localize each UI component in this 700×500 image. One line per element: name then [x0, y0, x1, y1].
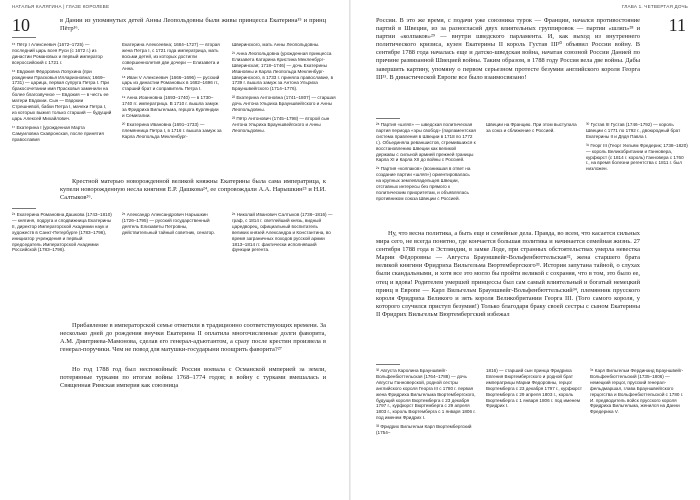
right-paragraph-2 [376, 230, 640, 319]
footnote: Екатерина Алексеевна; 1684–1727) — вторая жена Петра I, с 1721 года императрица, мать восьми детей, из которых достигли совершеннолетия две дочери — Елизавета и Анна. [122, 42, 220, 71]
footnote-column [122, 42, 222, 143]
footnote: ¹⁶ Евдокия Фёдоровна Лопухина (при рождении Прасковья Илларионовна; 1669–1731) — царица, первая супруга Петра I. При бракосочетании имя Прасковья заменили на более благозвучное — Евдокия — в честь ее матери Евдокии. Сын — Евдокии Стрешневой, бабки Петра I, мачехи Петра I, из которых выжил только старший — будущий царь Алексей Михайлович. [12, 68, 112, 121]
footnote: Шверинского, мать Анны Леопольдовны. [232, 42, 320, 47]
footnote: ³¹ Георг III (Георг Уильям Фредерик; 1738–1820) — король Великобритании и Ганновера, курфюрст (с 1814 г. король) Ганновера с 1760 г., на время болезни регентства с 1811 г. был низложен. [586, 142, 688, 172]
footnote-column [486, 122, 688, 172]
body-paragraph: России. В это же время, с подачи уже союзника турок — Франции, начался противостояние партий в Швеции, из за разногласий двух влиятельных группировок — партии «шляп»²⁸ и партии «колпаков»²⁹ — внутри шведского парламента. И, как выход из внутреннего политического кризиса, кузен Екатерины II король Густав III³⁰ объявил России войну. В сентябре 1788 года началась еще и датско-шведская война, начатая союзной России Данией по причине развязанной Швецией войны. Таким образом, в 1788 году Россия вела две войны. Дабы завершить картину, упомяну о первом серьезном протесте безумии английского короля Георга III³¹. В династической Европе все было взаимосвязано! [376, 17, 640, 81]
body-paragraph: Крестной матерью новорожденной великой княжны Екатерины была сама императрица, к купели новорожденную несла княгиня Е.Р. Дашкова²⁴, ее сопровождали А.А. Нарышкин²⁵ и Н.И. Салтыков²⁶. [60, 178, 326, 202]
footnote: ¹⁹ Анна Иоанновна (1693–1740) — в 1730–1740 гг. императрица. В 1710 г. вышла замуж за Фридриха Вильгельма, герцога Курляндии и Семигалии. [122, 95, 219, 118]
left-paragraph-1 [60, 178, 326, 202]
footnote: ²⁹ Партия «колпаков» (возникшая в ответ на создание партии «шляп») ориентировалась на крупных землевладельцев Швеции, отставных интересы без прямого к политическим приоритетам, и объявлялась противником союза Швеции с Россией. [376, 166, 471, 201]
right-footnotes-bottom [376, 368, 688, 496]
left-running-head: НАТАЛЬЯ КАЛЯГИНА | ГЛАЗЕ КОРОЛЕВЕ [12, 4, 110, 9]
footnote: ²⁰ Екатерина Ивановна (1691–1733) — племянница Петра I, в 1716 г. вышла замуж за Карла Леопольда Мекленбург- [122, 121, 222, 139]
footnote-column [122, 212, 222, 239]
footnote: ²⁴ Екатерина Романовна Дашкова (1743–1810) — княгиня, подруга и сподвижница Екатерины II, директор Императорской Академии наук и художеств в Санкт-Петербурге (1783–1796), инициатор учреждения и первый председатель Императорской Академии Российской (1783–1796). [12, 212, 112, 253]
left-footnotes-mid [12, 212, 336, 298]
footnote: ²⁶ Николай Иванович Салтыков (1736–1816) — граф, с 1814 г. светлейший князь, видный царедворец, официальный воспитатель великих князей Александра и Константина, во время заграничных походов русской армии 1813–1814 гг. фактически исполнявший функции регента. [232, 212, 333, 253]
footnote-column [376, 122, 476, 205]
footnote-subcolumn [586, 122, 688, 175]
footnote: 1816) — старший сын принца Фридриха Евгения Вюртембергского и родной брат императрицы Марии Федоровны, герцог Вюртемберга с 23 декабря 1797 г., курфюрст Вюртемберга с 29 апреля 1803 г., король Вюртемберга с 1 января 1806 г. под именем Фридрих I. [486, 368, 583, 409]
left-page [0, 0, 348, 500]
footnote: ³² Августа Каролина Брауншвейг-Вольфенбюттельская (1764–1788) — дочь Августы Ганноверской, родной сестры английского короля Георга III с 1780 г. первая жена Фридриха Вильгельма Вюртембергского, будущий короля Вюртемберга с 23 декабря 1797 г., курфюрст Вюртемберга с 29 апреля 1803 г., король Вюртемберга с 1 января 1806 г. под именем Фридрих I. [376, 368, 476, 421]
left-paragraph-3 [60, 366, 326, 390]
footnote-rule [12, 37, 36, 38]
right-paragraph-1 [376, 17, 640, 82]
footnote-column [376, 368, 476, 439]
left-page-number: 10 [12, 15, 30, 35]
right-page [352, 0, 700, 500]
footnote: ²² Екатерина Антоновна (1741–1807) — старшая дочь Антона Ульриха Брауншвейгского и Анны Леопольдовны. [232, 95, 336, 113]
footnote-column [232, 42, 336, 137]
footnote: ¹⁵ Пётр I Алексеевич (1672–1725) — последний царь всея Руси (с 1672 г.) из династии Романовых и первый император всероссийский с 1721 г. [12, 42, 103, 65]
left-paragraph-2 [60, 322, 326, 354]
footnote: ²¹ Анна Леопольдовна (урожденная принцесса Елизавета Катарина Кристина Мекленбург-Шверинская; 1718–1746) — дочь Екатерины Ивановны и Карла Леопольда Мекленбург-Шверинского, в 1733 г. приняла православие, в 1739 г. вышла замуж за Антона Ульриха Брауншвейгского (1714–1776). [232, 50, 334, 92]
right-footnotes-top [376, 122, 688, 226]
footnote-rule [12, 208, 36, 209]
left-footnotes-top [12, 42, 336, 166]
left-intro-text [60, 17, 326, 33]
footnote: ²⁸ Партия «шляп» — шведская политическая партия периода «эры свобод» (парламентская система правления в Швеции в 1718 по 1772 г.). Объединяла реваншистов, стремившихся к восстановлению Швеции как великой державы с сильной армией прежней границы Карла XI и Карла XII до войны с Россией. [376, 122, 476, 163]
footnote: ³⁰ Густав III Густав (1746–1792) — король Швеции с 1771 по 1792 г., двоюродный брат Екатерины II и Дядя Павла I. [586, 122, 681, 139]
footnote: ¹⁸ Иван V Алексеевич (1666–1696) — русский царь из династии Романовых в 1682–1696 гг., старший брат и соправитель Петра I. [122, 74, 220, 92]
footnote: ²³ Пётр Антонович (1745–1798) — второй сын Антона Ульриха Брауншвейгского и Анны Леопольдовны. [232, 115, 330, 133]
right-running-head: ГЛАВА 1. ЧЕТВЕРТАЯ ДОЧЬ [621, 4, 688, 9]
left-intro-paragraph: в Дании из упомянутых детей Анны Леопольдовны были живы принцесса Екатерина¹⁵ и принц Пётр¹⁶. [60, 17, 326, 33]
footnote-rule [376, 364, 400, 365]
footnote: Швеции на Францию. При этом выступала за союз и сближение с Россией. [486, 122, 577, 133]
footnote-column [12, 42, 112, 146]
footnote: ²⁵ Александр Александрович Нарышкин (1726–1795) — русский государственный деятель Елизаветы Петровны, действительный тайный советник, сенатор. [122, 212, 216, 235]
right-page-number: 11 [668, 15, 686, 35]
footnote-rule [376, 118, 400, 119]
footnote-column [232, 212, 336, 256]
footnote-column [12, 212, 112, 256]
footnote-column [486, 368, 582, 412]
footnote: ³⁴ Карл Вильгельм Фердинанд Брауншвейг-Вольфенбюттельский (1735–1806) — немецкий герцог, прусский генерал-фельдмаршал, глава Брауншвейгского герцогства и Вольфенбюттельской с 1780 г. И. предводитель войск прусского короля Фридриха Вильгельма, женился на Данни Фредерика V. [590, 368, 684, 415]
book-gutter [349, 0, 351, 500]
body-paragraph: Ну, что весна политика, а быть еще и семейные дела. Правда, во всем, что касается сильных мира сего, не всегда понятно, где кончается большая политика и начинается семейная жизнь. 27 сентября 1788 года в Эстляндии, в замке Лоде, при странных обстоятельствах умерла невестка Марии Фёдоровны — Августа Брауншвейг-Вольфенбюттельская³², жена старшего брата великой княгини Фридриха Вильгельма Вюртембергского³³. История запутана тайной, о слухах были скандальными, и хотя все это могло бы пройти великой с сохраняя, что в том, это было ее, отец и вдова! Родителем умершей принцессы был сам самый влиятельный и богатый немецкий принц в Европе — Карл Вильгельм Брауншвейг-Вольфенбюттельский³⁴, племянник прусского короля Фридриха Великого и зять короля Великобритании Георга III. (Того самого короля, у которого случился приступ безумия!) Только благодаря браку своей сестры с сыном Екатерины II Фридрих Вильгельм Вюртембергский избежал [376, 230, 640, 318]
body-paragraph: Прибавление в императорской семье отметили в традиционно соответствующих времени. За несколько дней до рождения внучки Екатерина II оплатила многочисленные долги фаворита, А.М. Дмитриева-Мамонова, сделав его генерал-адъютантом, а сразу после крестин произвела в генерал-поручики. Чем не повод для матушки-государыни поощрить фаворита?²⁷ [60, 322, 326, 354]
body-paragraph: Но год 1788 год был неспокойный: Россия воевала с Османской империей за земли, потерянные турками по итогам войны 1768–1774 годов; в войну с турками вмешалась и Священная Римская империя как союзница [60, 366, 326, 390]
footnote: ³³ Фридрих Вильгельм Карл Вюртембергский (1754– [376, 424, 472, 436]
footnote-column [590, 368, 688, 418]
footnote: ¹⁷ Екатерина I (урожденная Марта Самуиловна Скавронская, после принятия православия [12, 124, 104, 142]
